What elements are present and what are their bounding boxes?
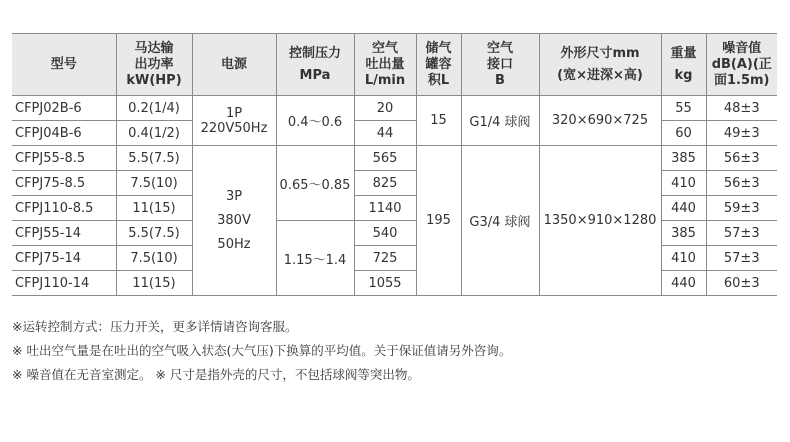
header-noise: 噪音值 dB(A)(正 面1.5m) (706, 34, 777, 96)
air-delivery-cell: 1055 (354, 271, 416, 296)
air-delivery-cell: 725 (354, 246, 416, 271)
noise-cell: 57±3 (706, 246, 777, 271)
noise-cell: 60±3 (706, 271, 777, 296)
table-row (12, 171, 777, 196)
header-air-delivery: 空气 吐出量 L/min (354, 34, 416, 96)
weight-cell: 385 (661, 146, 706, 171)
header-power: 马达输 出功率 kW(HP) (116, 34, 192, 96)
noise-cell: 59±3 (706, 196, 777, 221)
power-cell: 11(15) (116, 196, 192, 221)
compressor-spec-table (12, 33, 777, 296)
weight-cell: 440 (661, 196, 706, 221)
noise-cell: 48±3 (706, 96, 777, 121)
footnote-air-delivery: ※ 吐出空气量是在吐出的空气吸入状态(大气压)下换算的平均值。关于保证值请另外咨询。 (12, 343, 512, 358)
power-cell: 5.5(7.5) (116, 146, 192, 171)
header-model: 型号 (12, 34, 116, 96)
power-cell: 0.4(1/2) (116, 121, 192, 146)
air-delivery-cell: 565 (354, 146, 416, 171)
air-delivery-cell: 44 (354, 121, 416, 146)
noise-cell: 49±3 (706, 121, 777, 146)
table-row (12, 96, 777, 121)
header-row (12, 34, 777, 96)
model-cell: CFPJ75-8.5 (12, 171, 116, 196)
table-row (12, 196, 777, 221)
noise-cell: 56±3 (706, 146, 777, 171)
header-weight: 重量 kg (661, 34, 706, 96)
power-cell: 11(15) (116, 271, 192, 296)
air-delivery-cell: 20 (354, 96, 416, 121)
model-cell: CFPJ55-8.5 (12, 146, 116, 171)
header-power-supply: 电源 (192, 34, 276, 96)
table-row (12, 121, 777, 146)
dimensions-cell: 1350×910×1280 (539, 146, 661, 296)
air-delivery-cell: 540 (354, 221, 416, 246)
header-port: 空气 接口 B (461, 34, 539, 96)
model-cell: CFPJ04B-6 (12, 121, 116, 146)
pressure-cell: 1.15～1.4 (276, 221, 354, 296)
weight-cell: 55 (661, 96, 706, 121)
weight-cell: 410 (661, 171, 706, 196)
model-cell: CFPJ75-14 (12, 246, 116, 271)
tank-cell: 195 (416, 146, 461, 296)
power-supply-cell: 1P 220V50Hz (192, 96, 276, 146)
power-supply-cell: 3P 380V 50Hz (192, 146, 276, 296)
power-cell: 7.5(10) (116, 171, 192, 196)
port-cell: G1/4 球阀 (461, 96, 539, 146)
weight-cell: 385 (661, 221, 706, 246)
weight-cell: 410 (661, 246, 706, 271)
tank-cell: 15 (416, 96, 461, 146)
noise-cell: 56±3 (706, 171, 777, 196)
air-delivery-cell: 1140 (354, 196, 416, 221)
spec-table-container (12, 33, 777, 296)
dimensions-cell: 320×690×725 (539, 96, 661, 146)
model-cell: CFPJ02B-6 (12, 96, 116, 121)
header-dimensions: 外形尺寸mm (宽×进深×高) (539, 34, 661, 96)
pressure-cell: 0.65～0.85 (276, 146, 354, 221)
model-cell: CFPJ110-14 (12, 271, 116, 296)
table-row (12, 271, 777, 296)
pressure-cell: 0.4～0.6 (276, 96, 354, 146)
port-cell: G3/4 球阀 (461, 146, 539, 296)
air-delivery-cell: 825 (354, 171, 416, 196)
model-cell: CFPJ110-8.5 (12, 196, 116, 221)
header-pressure: 控制压力 MPa (276, 34, 354, 96)
footnote-control-method: ※运转控制方式：压力开关，更多详情请咨询客服。 (12, 319, 298, 334)
power-cell: 0.2(1/4) (116, 96, 192, 121)
noise-cell: 57±3 (706, 221, 777, 246)
power-cell: 7.5(10) (116, 246, 192, 271)
power-cell: 5.5(7.5) (116, 221, 192, 246)
weight-cell: 60 (661, 121, 706, 146)
model-cell: CFPJ55-14 (12, 221, 116, 246)
table-row (12, 246, 777, 271)
header-tank: 储气 罐容 积L (416, 34, 461, 96)
table-row (12, 146, 777, 171)
weight-cell: 440 (661, 271, 706, 296)
footnote-noise-dimensions: ※ 噪音值在无音室测定。 ※ 尺寸是指外壳的尺寸，不包括球阀等突出物。 (12, 367, 420, 382)
footnotes (12, 315, 511, 387)
table-row (12, 221, 777, 246)
